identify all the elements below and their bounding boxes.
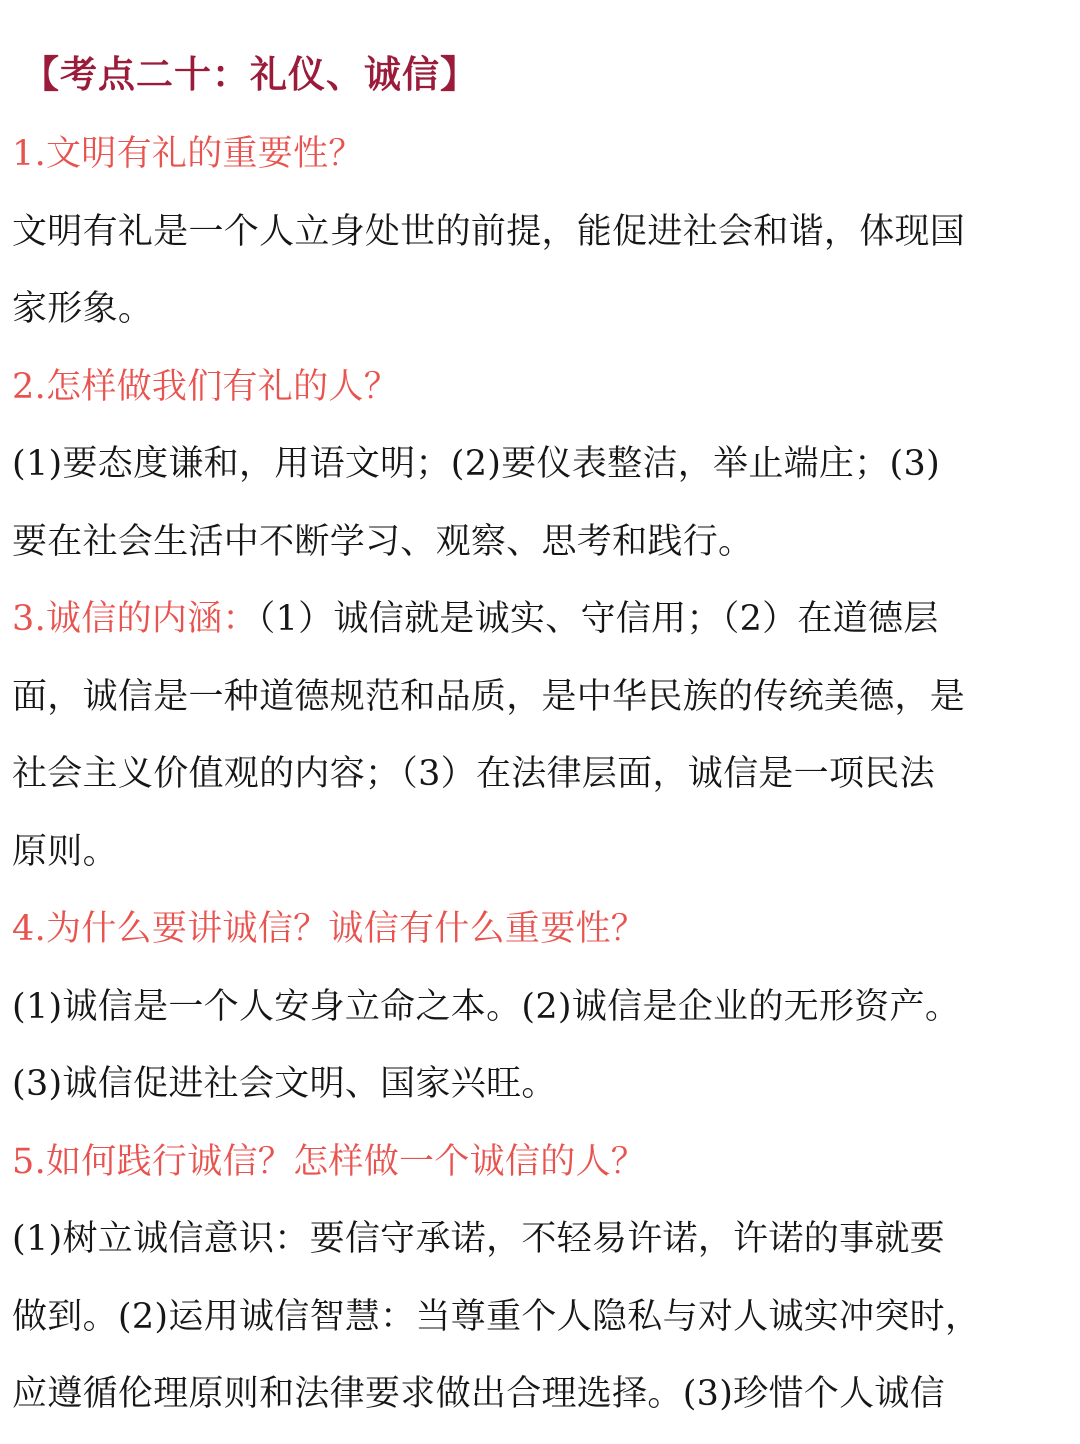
question-3 [12,581,1080,659]
answer-text: （1）诚信就是诚实、守信用；（2）在道德层 [257,599,939,639]
question-text: 2.怎样做我们有礼的人？ [12,366,399,407]
answer-text: 家形象。 [12,289,154,329]
answer-text: 应遵循伦理原则和法律要求做出合理选择。(3)珍惜个人诚信 [12,1374,945,1414]
question-4 [12,891,1080,969]
answer-text: 做到。(2)运用诚信智慧：当尊重个人隐私与对人诚实冲突时， [12,1296,981,1337]
question-text: 4.为什么要讲诚信？诚信有什么重要性？ [12,909,647,949]
answer-line [12,504,1080,582]
answer-text: 面，诚信是一种道德规范和品质，是中华民族的传统美德，是 [12,676,966,717]
question-5 [12,1124,1080,1202]
answer-line [12,271,1080,349]
answer-line [12,736,1080,814]
answer-text: 原则。 [12,831,118,872]
answer-line [12,1046,1080,1124]
answer-line [12,969,1080,1047]
answer-line [12,1201,1080,1279]
question-2 [12,349,1080,427]
question-text: 5.如何践行诚信？怎样做一个诚信的人？ [12,1141,647,1182]
section-title: 【考点二十：礼仪、诚信】 [22,53,478,96]
answer-text: (1)诚信是一个人安身立命之本。(2)诚信是企业的无形资产。 [12,986,961,1027]
answer-text: (1)树立诚信意识：要信守承诺，不轻易许诺，许诺的事就要 [12,1219,945,1259]
question-text: 1.文明有礼的重要性？ [12,134,364,174]
answer-text: 社会主义价值观的内容；（3）在法律层面，诚信是一项民法 [12,754,935,794]
answer-text: (3)诚信促进社会文明、国家兴旺。 [12,1064,557,1104]
question-1 [12,116,1080,194]
answer-text: 要在社会生活中不断学习、观察、思考和践行。 [12,521,754,562]
answer-line [12,659,1080,737]
answer-text: (1)要态度谦和，用语文明；(2)要仪表整洁，举止端庄；(3) [12,444,941,484]
answer-line [12,814,1080,892]
answer-line [12,1356,1080,1434]
answer-line [12,194,1080,272]
answer-line [12,1279,1080,1357]
answer-line [12,426,1080,504]
question-text: 3.诚信的内涵： [12,599,258,639]
answer-text: 文明有礼是一个人立身处世的前提，能促进社会和谐，体现国 [12,211,966,252]
